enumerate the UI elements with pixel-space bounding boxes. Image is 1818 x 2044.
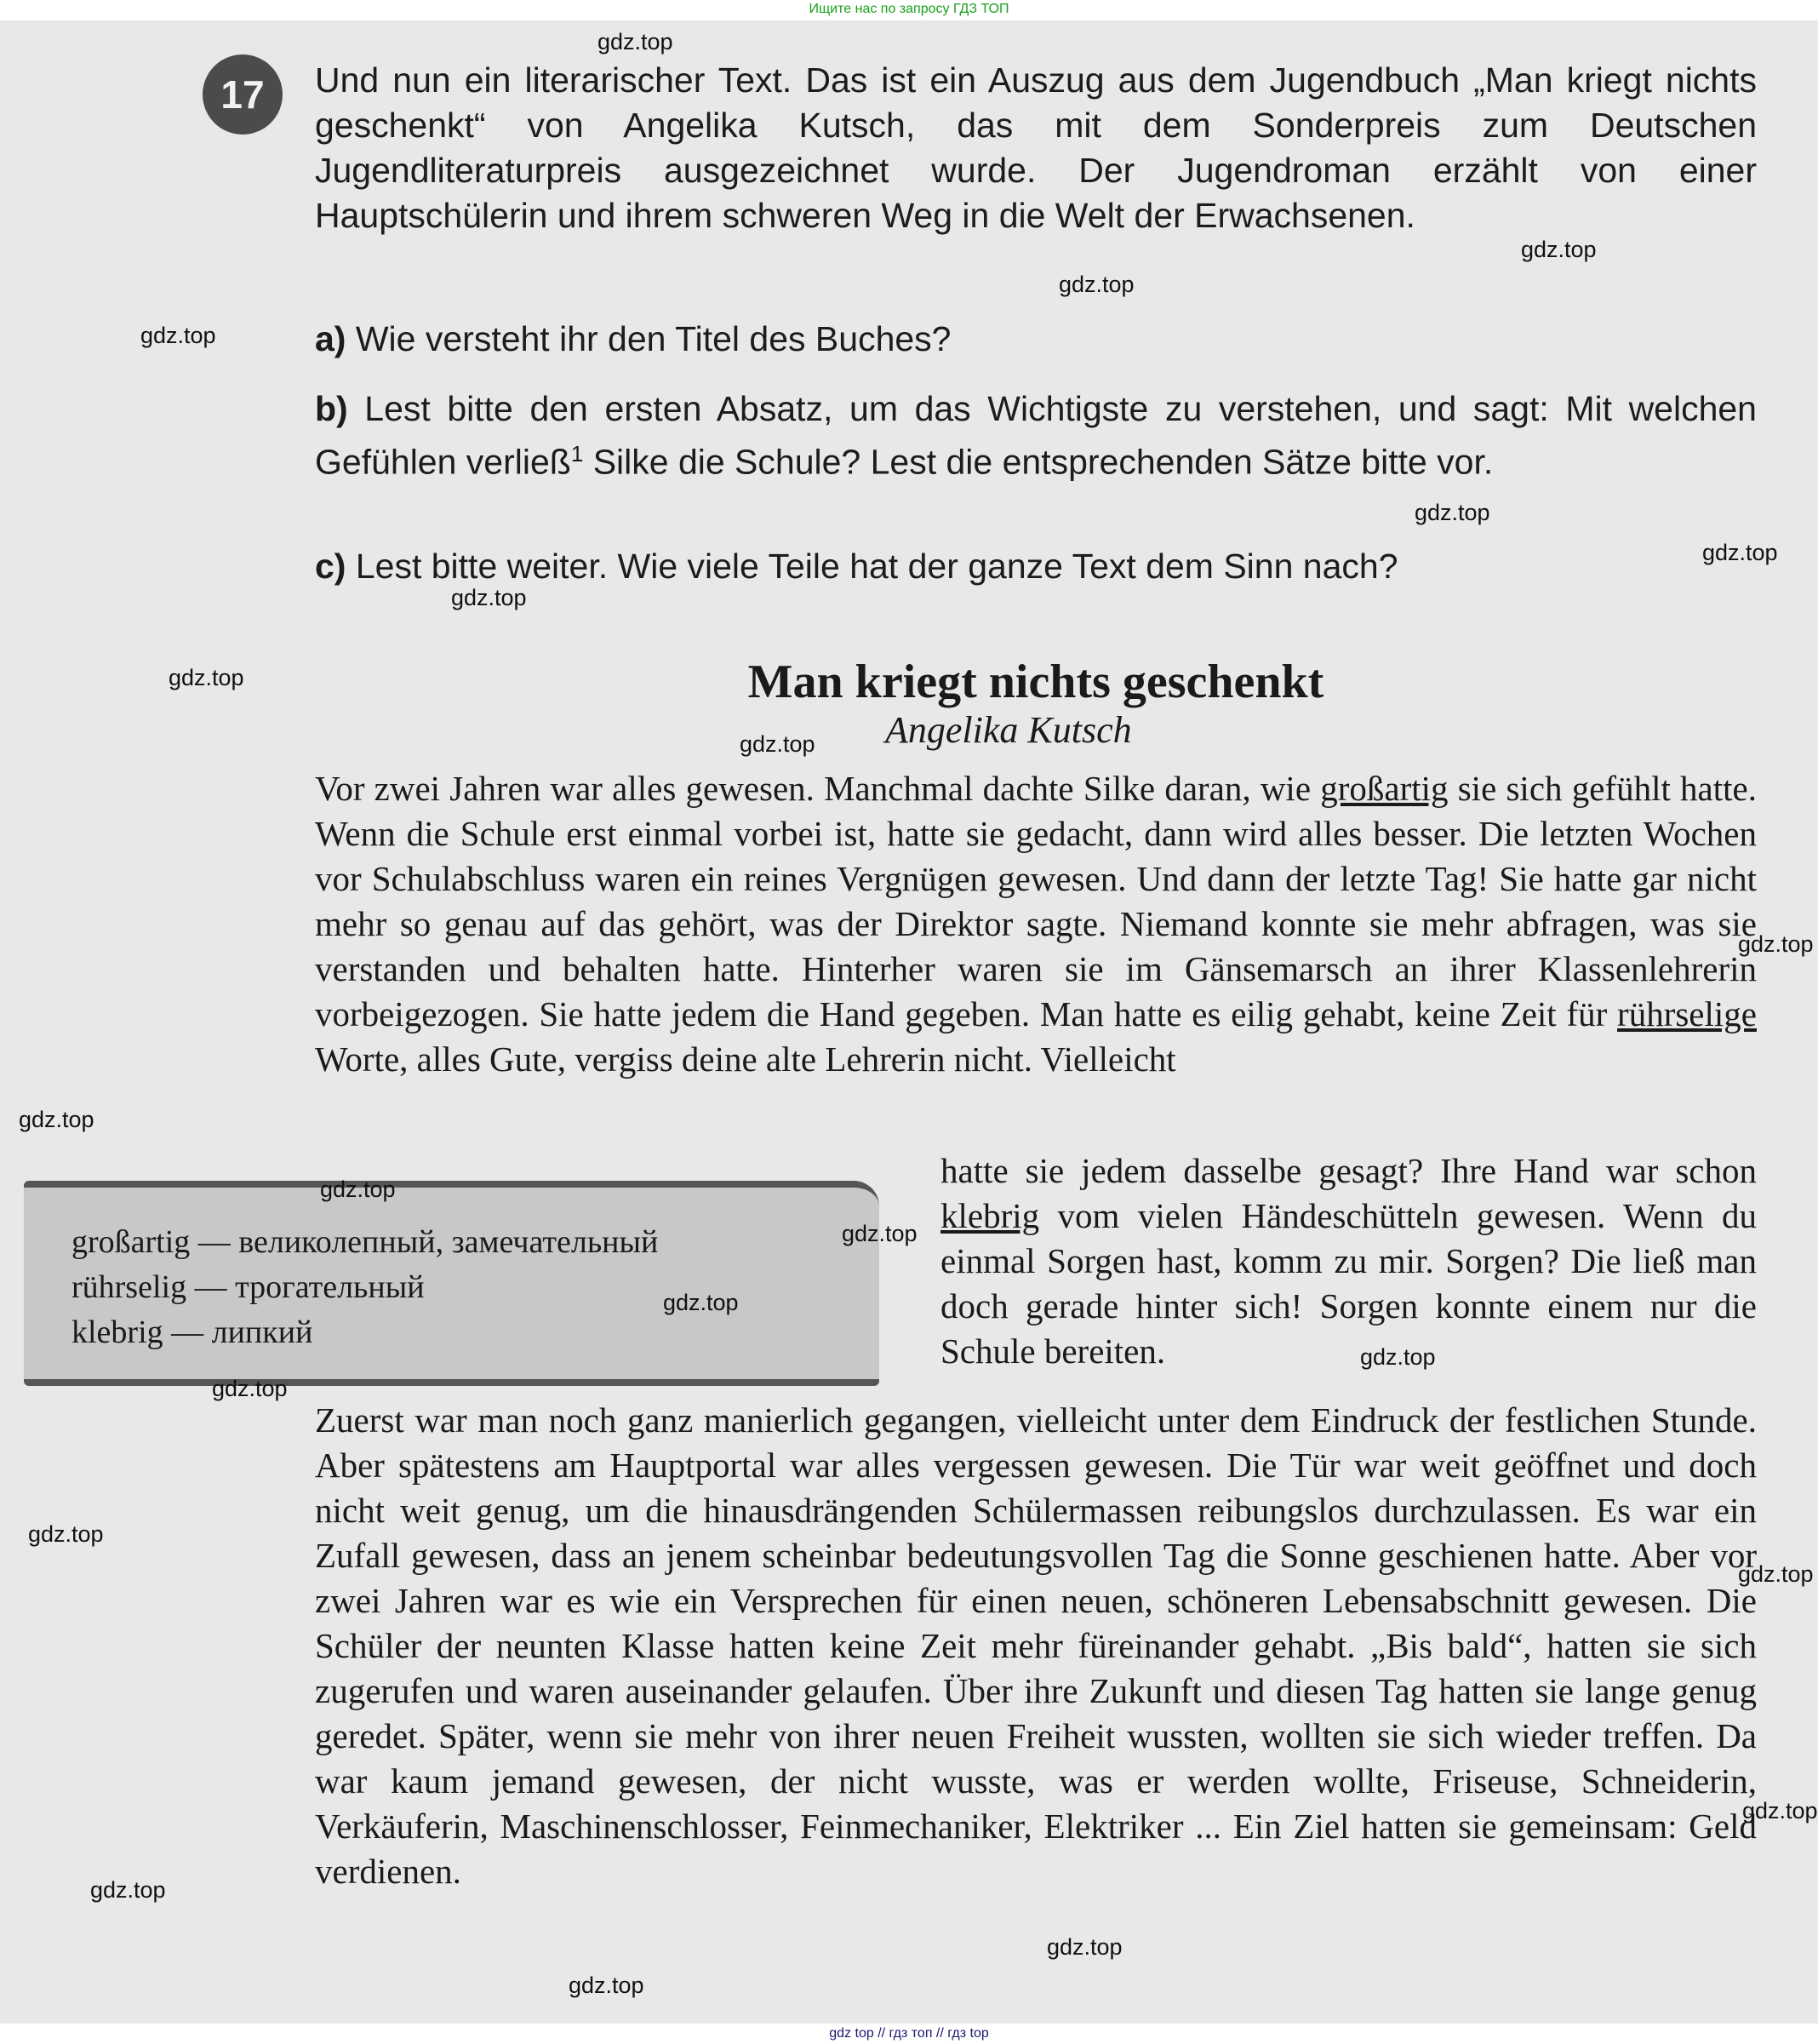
task-b-text-2: Silke die Schule? Lest die entsprechenden Sätze bitte vor. xyxy=(583,442,1494,482)
story-title: Man kriegt nichts geschenkt xyxy=(747,656,1324,708)
top-banner: Ищите нас по запросу ГДЗ ТОП xyxy=(0,0,1818,20)
task-c xyxy=(315,544,1757,589)
watermark: gdz.top xyxy=(597,29,673,54)
exercise-number-badge: 17 xyxy=(203,54,283,135)
watermark: gdz.top xyxy=(1702,540,1778,565)
watermark: gdz.top xyxy=(1360,1344,1436,1370)
watermark: gdz.top xyxy=(451,585,527,610)
watermark: gdz.top xyxy=(1059,272,1135,297)
watermark: gdz.top xyxy=(19,1107,94,1132)
watermark: gdz.top xyxy=(140,323,216,348)
p1-part-b: sie sich gefühlt hatte. Wenn die Schule erst einmal vorbei ist, hatte sie gedacht, dann wird alles besser. Die letzten Wochen vor Schulabschluss waren ein reines Vergnügen gewesen. Und dann der letzte Tag! Sie hatte gar nicht mehr so genau auf das gehört, was der Direktor sagte. Niemand konnte sie mehr abfragen, was sie verstanden und behalten hatte. Hinterher waren sie im Gänsemarsch an ihrer Klassenlehrerin vorbeigezogen. Sie hatte jedem die Hand gegeben. Man hatte es eilig gehabt, keine Zeit für xyxy=(315,769,1757,1033)
watermark: gdz.top xyxy=(842,1221,918,1246)
vocab-entry: rührselig — трогательный xyxy=(71,1269,425,1305)
watermark: gdz.top xyxy=(1742,1798,1818,1824)
watermark: gdz.top xyxy=(28,1521,104,1547)
p1-part-d: hatte sie jedem dasselbe gesagt? Ihre Hand war schon xyxy=(940,1151,1757,1190)
watermark: gdz.top xyxy=(663,1290,739,1315)
watermark: gdz.top xyxy=(90,1877,166,1903)
watermark: gdz.top xyxy=(740,731,815,757)
story-author: Angelika Kutsch xyxy=(885,709,1132,751)
footnote-marker: 1 xyxy=(570,441,584,467)
watermark: gdz.top xyxy=(1415,500,1490,525)
bottom-banner: gdz top // гдз топ // гдз top xyxy=(0,2024,1818,2044)
story-paragraph-2: Zuerst war man noch ganz manierlich gegangen, vielleicht unter dem Eindruck der festlichen Stunde. Aber spätestens am Hauptportal war alles vergessen gewesen. Die Tür war weit geöffnet und doch nicht weit genug, um die hinausdrängenden Schülermassen reibungslos durchzulassen. Es war ein Zufall gewesen, dass an jenem scheinbar bedeutungsvollen Tag die Sonne geschienen hatte. Aber vor zwei Jahren war es wie ein Versprechen für einen neuen, schöneren Lebensabschnitt gewesen. Die Schüler der neunten Klasse hatten keine Zeit mehr füreinander gehabt. „Bis bald“, hatten sie sich zugerufen und waren auseinander gelaufen. Über ihre Zukunft und diesen Tag hatten sie lange genug geredet. Später, wenn sie mehr von ihrer neuen Freiheit wussten, wollten sie sich wieder treffen. Da war kaum jemand gewesen, der nicht wusste, was er werden wollte, Friseuse, Schneiderin, Verkäuferin, Maschinenschlosser, Feinmechaniker, Elektriker ... Ein Ziel hatten sie gemeinsam: Geld verdienen. xyxy=(315,1400,1757,1891)
exercise-intro: Und nun ein literarischer Text. Das ist ein Auszug aus dem Jugendbuch „Man kriegt nichts geschenkt“ von Angelika Kutsch, das mit dem Sonderpreis zum Deutschen Jugendliteraturpreis ausgezeichnet wurde. Der Jugendroman erzählt von einer Hauptschülerin und ihrem schweren Weg in die Welt der Erwachsenen. xyxy=(315,60,1757,235)
watermark: gdz.top xyxy=(212,1376,288,1401)
watermark: gdz.top xyxy=(569,1972,644,1998)
p1-part-c: Worte, alles Gute, vergiss deine alte Lehrerin nicht. Vielleicht xyxy=(315,1039,1176,1079)
underlined-word-klebrig: klebrig xyxy=(940,1196,1040,1235)
task-a xyxy=(315,317,1757,362)
watermark: gdz.top xyxy=(1047,1934,1123,1960)
story-paragraph-1 xyxy=(315,766,1757,1082)
watermark: gdz.top xyxy=(320,1177,396,1202)
watermark: gdz.top xyxy=(169,665,244,690)
textbook-page xyxy=(0,20,1818,2024)
task-a-text: Wie versteht ihr den Titel des Buches? xyxy=(346,319,952,358)
vocab-entry: klebrig — липкий xyxy=(71,1314,313,1350)
task-b xyxy=(315,386,1757,485)
watermark: gdz.top xyxy=(1738,931,1814,957)
task-b-text-1: Lest bitte den ersten Absatz, um das Wichtigste zu verstehen, und sagt: Mit welchen Gefühlen verließ xyxy=(315,389,1757,482)
task-c-label: c) xyxy=(315,547,346,586)
p1-part-e: vom vielen Händeschütteln gewesen. Wenn du einmal Sorgen hast, komm zu mir. Sorgen? Die ließ man doch gerade hinter sich! Sorgen konnte einem nur die Schule bereiten. xyxy=(940,1196,1757,1371)
task-b-label: b) xyxy=(315,389,348,428)
watermark: gdz.top xyxy=(1738,1561,1814,1587)
task-c-text: Lest bitte weiter. Wie viele Teile hat der ganze Text dem Sinn nach? xyxy=(346,547,1398,586)
watermark: gdz.top xyxy=(1521,237,1597,262)
underlined-word-grossartig: großartig xyxy=(1320,769,1449,808)
task-a-label: a) xyxy=(315,319,346,358)
p1-part-a: Vor zwei Jahren war alles gewesen. Manchmal dachte Silke daran, wie xyxy=(315,769,1321,808)
vocabulary-box xyxy=(24,1181,879,1386)
story-paragraph-1-continued xyxy=(940,1148,1757,1374)
vocab-entry: großartig — великолепный, замечательный xyxy=(71,1224,659,1260)
underlined-word-ruehrselige: rührselige xyxy=(1617,994,1757,1033)
